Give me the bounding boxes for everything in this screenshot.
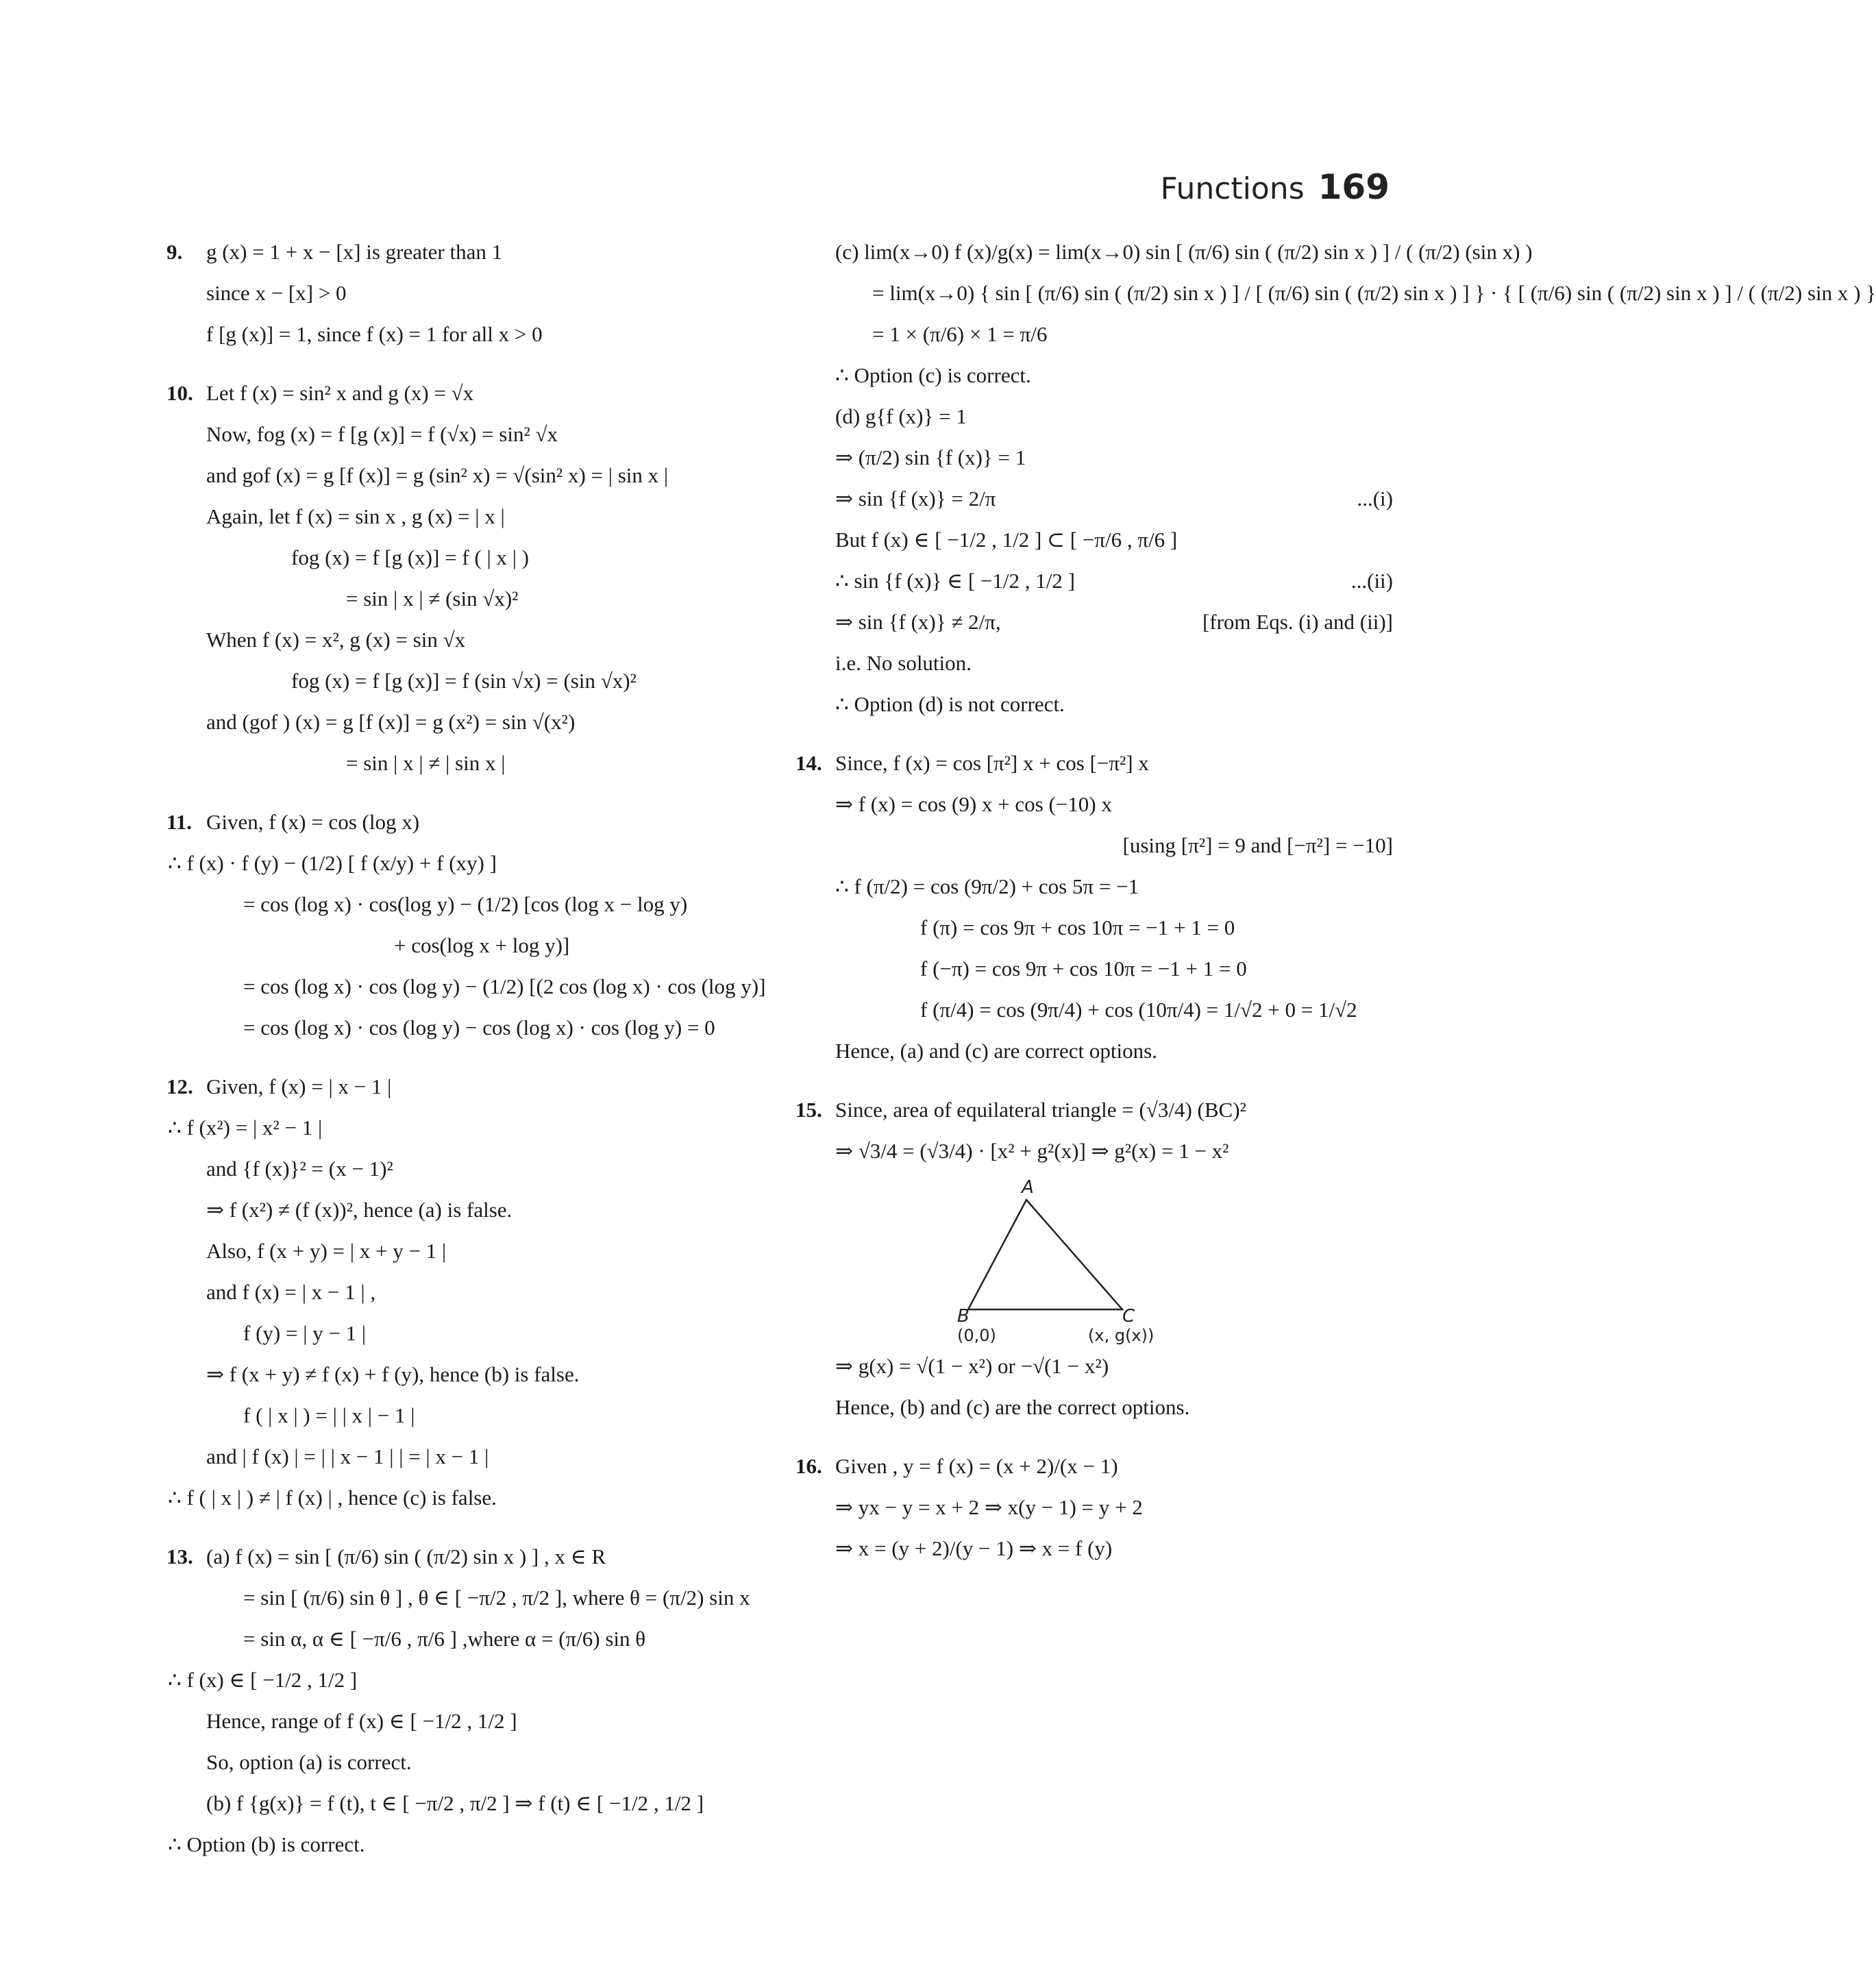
math-text: Given, f (x) = cos (log x) (206, 810, 420, 834)
spacer (168, 1226, 757, 1235)
spacer (797, 432, 1393, 442)
left-column-line (168, 1153, 757, 1185)
math-text: But f (x) ∈ [ −1/2 , 1/2 ] ⊂ [ −π/6 , π/6 ] (835, 528, 1178, 552)
right-column-line (797, 236, 1533, 268)
spacer (168, 450, 757, 460)
left-column-line (168, 1582, 757, 1614)
left-column-line (168, 1277, 757, 1308)
math-text: (c) lim(x→0) f (x)/g(x) = lim(x→0) sin [ (π/6) sin ( (π/2) sin x ) ] / ( (π/2) (sin x) ) (835, 240, 1533, 264)
math-text: = sin | x | ≠ (sin √x)² (346, 587, 519, 611)
equation-reference: ...(i) (1357, 487, 1393, 510)
spacer (797, 1423, 1393, 1433)
left-column-line (168, 971, 766, 1002)
spacer (168, 1523, 757, 1541)
right-column-line (797, 1533, 1393, 1564)
spacer (797, 1076, 1393, 1094)
equation-reference: ...(ii) (1350, 569, 1393, 593)
spacer (797, 473, 1393, 483)
spacer (797, 1067, 1393, 1076)
spacer (168, 961, 757, 971)
left-column-line (168, 1706, 757, 1737)
left-column-line (168, 583, 757, 615)
math-text: = cos (log x) · cos (log y) − (1/2) [(2 cos (log x) · cos (log y)] (243, 974, 766, 998)
math-text: ∴ Option (b) is correct. (168, 1832, 365, 1856)
left-column-line (168, 419, 757, 450)
math-text: and {f (x)}² = (x − 1)² (206, 1157, 393, 1181)
right-column-line (797, 1451, 1393, 1482)
spacer (168, 360, 757, 378)
spacer (797, 861, 1393, 871)
right-column-line (797, 1492, 1393, 1523)
right-column-line (797, 606, 1393, 638)
left-column-line (168, 1623, 757, 1655)
right-column-line (797, 953, 1393, 985)
left-column-line (168, 624, 757, 656)
left-column-line (168, 1788, 757, 1819)
spacer (168, 1185, 757, 1194)
left-column-line (168, 848, 757, 879)
math-text: Since, f (x) = cos [π²] x + cos [−π²] x (835, 751, 1149, 775)
right-column-line (797, 689, 1393, 720)
page-header (1161, 167, 1390, 215)
left-column-line (168, 1359, 757, 1390)
spacer (797, 1382, 1393, 1392)
math-text: (d) g{f (x)} = 1 (835, 404, 967, 428)
question-number: 14. (795, 751, 822, 775)
left-column-line (168, 460, 757, 491)
math-text: ∴ f ( | x | ) ≠ | f (x) | , hence (c) is false. (168, 1486, 497, 1510)
left-column (166, 236, 766, 1870)
page-number: 169 (1318, 167, 1390, 207)
math-text: ∴ f (x) ∈ [ −1/2 , 1/2 ] (168, 1668, 358, 1692)
spacer (797, 391, 1393, 401)
spacer (168, 779, 757, 789)
left-column-line (168, 1112, 757, 1144)
spacer (168, 268, 757, 278)
math-text: ⇒ f (x²) ≠ (f (x))², hence (a) is false. (206, 1198, 513, 1222)
left-column-line (168, 748, 757, 779)
left-column-line (168, 542, 757, 574)
left-column-line (168, 1441, 757, 1473)
left-column-line (168, 1318, 757, 1349)
spacer (168, 697, 757, 706)
question-number: 10. (166, 381, 193, 405)
equilateral-triangle-figure (948, 1179, 1194, 1351)
spacer (797, 1026, 1393, 1035)
spacer (168, 1514, 757, 1523)
right-column-line (797, 524, 1393, 556)
math-text: and f (x) = | x − 1 | , (206, 1280, 376, 1304)
chapter-title: Functions (1160, 171, 1305, 206)
math-text: ⇒ sin {f (x)} ≠ 2/π, (835, 610, 1001, 634)
right-column-line (797, 1392, 1393, 1423)
math-text: ∴ Option (c) is correct. (835, 363, 1031, 387)
spacer (168, 1737, 757, 1747)
spacer (797, 350, 1393, 360)
math-text: ⇒ f (x + y) ≠ f (x) + f (y), hence (b) is false. (206, 1362, 580, 1386)
math-text: since x − [x] > 0 (206, 281, 347, 305)
vertex-c-coord: (x, g(x)) (1088, 1326, 1155, 1345)
math-text: = sin α, α ∈ [ −π/6 , π/6 ] ,where α = (π/6) sin θ (243, 1627, 646, 1651)
math-text: [using [π²] = 9 and [−π²] = −10] (1122, 833, 1393, 857)
left-column-line (168, 1747, 757, 1778)
right-column-line (797, 748, 1393, 779)
vertex-b-label: B (957, 1306, 970, 1327)
math-text: (a) f (x) = sin [ (π/6) sin ( (π/2) sin x ) ] , x ∈ R (206, 1544, 606, 1568)
spacer (797, 268, 1393, 278)
math-text: g (x) = 1 + x − [x] is greater than 1 (206, 240, 503, 264)
spacer (168, 1778, 757, 1788)
math-text: Also, f (x + y) = | x + y − 1 | (206, 1239, 447, 1263)
spacer (168, 409, 757, 419)
math-text: and gof (x) = g [f (x)] = g (sin² x) = √(sin² x) = | sin x | (206, 463, 669, 487)
math-text: When f (x) = x², g (x) = sin √x (206, 628, 466, 652)
spacer (168, 1103, 757, 1112)
spacer (168, 1655, 757, 1664)
math-text: Given , y = f (x) = (x + 2)/(x − 1) (835, 1454, 1118, 1478)
left-column-line (168, 930, 757, 961)
math-text: f (−π) = cos 9π + cos 10π = −1 + 1 = 0 (920, 957, 1247, 981)
spacer (797, 309, 1393, 319)
spacer (797, 720, 1393, 730)
spacer (168, 350, 757, 360)
right-column-line (797, 994, 1393, 1026)
right-column-line (797, 871, 1393, 902)
spacer (168, 1308, 757, 1318)
right-column-line (797, 442, 1393, 473)
math-text: ∴ sin {f (x)} ∈ [ −1/2 , 1/2 ] (835, 569, 1075, 593)
math-text: = sin | x | ≠ | sin x | (346, 751, 506, 775)
spacer (168, 1473, 757, 1482)
right-column (795, 236, 1876, 1574)
spacer (797, 515, 1393, 524)
spacer (797, 1523, 1393, 1533)
math-text: Hence, range of f (x) ∈ [ −1/2 , 1/2 ] (206, 1709, 517, 1733)
spacer (168, 879, 757, 889)
left-column-line (168, 665, 757, 697)
spacer (797, 1564, 1393, 1574)
spacer (797, 1167, 1393, 1177)
math-text: = lim(x→0) { sin [ (π/6) sin ( (π/2) sin x ) ] / [ (π/6) sin ( (π/2) sin x ) ] } · { [ (π/6) sin ( (π/2) sin x ) ] / ( (π/2) sin x ) } (872, 281, 1876, 305)
math-text: f (y) = | y − 1 | (243, 1321, 367, 1345)
math-text: ∴ f (x²) = | x² − 1 | (168, 1116, 323, 1140)
vertex-a-label: A (1022, 1177, 1034, 1198)
spacer (168, 491, 757, 501)
left-column-line (168, 889, 757, 920)
spacer (797, 1433, 1393, 1451)
math-text: f (π/4) = cos (9π/4) + cos (10π/4) = 1/√2 + 0 = 1/√2 (920, 998, 1357, 1022)
math-text: Now, fog (x) = f [g (x)] = f (√x) = sin² √x (206, 422, 558, 446)
math-text: ⇒ sin {f (x)} = 2/π (835, 487, 996, 510)
left-column-line (168, 1829, 757, 1860)
left-column-line (168, 319, 757, 350)
spacer (797, 679, 1393, 689)
question-number: 11. (166, 810, 193, 834)
vertex-b-coord: (0,0) (957, 1326, 996, 1345)
spacer (168, 838, 757, 848)
spacer (168, 1349, 757, 1359)
spacer (797, 638, 1393, 648)
spacer (797, 902, 1393, 912)
equation-reference: [from Eqs. (i) and (ii)] (1202, 610, 1393, 634)
spacer (168, 1431, 757, 1441)
math-text: = sin [ (π/6) sin θ ] , θ ∈ [ −π/2 , π/2 ], where θ = (π/2) sin x (243, 1586, 750, 1610)
right-column-line (797, 319, 1393, 350)
spacer (168, 789, 757, 807)
math-text: f [g (x)] = 1, since f (x) = 1 for all x > 0 (206, 322, 543, 346)
question-number: 16. (795, 1454, 822, 1478)
left-column-line (168, 1194, 757, 1226)
spacer (168, 1819, 757, 1829)
right-column-line (797, 401, 1393, 432)
math-text: ∴ Option (d) is not correct. (835, 692, 1065, 716)
left-column-line (168, 378, 757, 409)
spacer (168, 1860, 757, 1870)
question-number: 9. (166, 240, 183, 264)
right-column-line (797, 1351, 1393, 1382)
math-text: ⇒ √3/4 = (√3/4) · [x² + g²(x)] ⇒ g²(x) = 1 − x² (835, 1139, 1229, 1163)
spacer (168, 1002, 757, 1012)
right-column-line (797, 278, 1876, 309)
math-text: fog (x) = f [g (x)] = f ( | x | ) (291, 545, 529, 569)
math-text: = cos (log x) · cos (log y) − cos (log x) · cos (log y) = 0 (243, 1015, 715, 1039)
left-column-line (168, 1400, 757, 1431)
spacer (797, 597, 1393, 606)
spacer (168, 574, 757, 583)
spacer (168, 1144, 757, 1153)
math-text: Since, area of equilateral triangle = (√3/4) (BC)² (835, 1098, 1246, 1122)
right-column-line (797, 1135, 1393, 1167)
left-column-line (168, 1664, 757, 1696)
math-text: and (gof ) (x) = g [f (x)] = g (x²) = sin √(x²) (206, 710, 576, 734)
vertex-c-label: C (1122, 1306, 1135, 1327)
spacer (797, 944, 1393, 953)
math-text: (b) f {g(x)} = f (t), t ∈ [ −π/2 , π/2 ] ⇒ f (t) ∈ [ −1/2 , 1/2 ] (206, 1791, 704, 1815)
right-column-line (797, 360, 1393, 391)
left-column-line (168, 706, 757, 738)
left-column-line (168, 1482, 757, 1514)
math-text: ∴ f (π/2) = cos (9π/2) + cos 5π = −1 (835, 874, 1139, 898)
spacer (797, 1126, 1393, 1135)
left-column-line (168, 501, 757, 532)
math-text: ∴ f (x) · f (y) − (1/2) [ f (x/y) + f (xy) ] (168, 851, 497, 875)
right-column-line (797, 1094, 1393, 1126)
math-text: ⇒ yx − y = x + 2 ⇒ x(y − 1) = y + 2 (835, 1495, 1143, 1519)
spacer (168, 532, 757, 542)
spacer (797, 820, 1393, 830)
math-text: f (π) = cos 9π + cos 10π = −1 + 1 = 0 (920, 915, 1235, 939)
spacer (797, 556, 1393, 565)
spacer (168, 1267, 757, 1277)
right-column-line (797, 789, 1393, 820)
right-column-line (797, 648, 1393, 679)
spacer (168, 1696, 757, 1706)
math-text: Let f (x) = sin² x and g (x) = √x (206, 381, 474, 405)
right-column-line (797, 830, 1393, 861)
math-text: ⇒ (π/2) sin {f (x)} = 1 (835, 445, 1026, 469)
spacer (168, 920, 757, 930)
spacer (797, 730, 1393, 748)
math-text: Hence, (b) and (c) are the correct options. (835, 1395, 1190, 1419)
math-text: = 1 × (π/6) × 1 = π/6 (872, 322, 1048, 346)
question-number: 13. (166, 1544, 193, 1568)
triangle-shape (968, 1200, 1122, 1309)
spacer (797, 1482, 1393, 1492)
left-column-line (168, 1541, 757, 1573)
right-column-line (797, 912, 1393, 944)
spacer (797, 985, 1393, 994)
math-text: Again, let f (x) = sin x , g (x) = | x | (206, 504, 505, 528)
left-column-line (168, 1071, 757, 1103)
spacer (168, 1614, 757, 1623)
left-column-line (168, 807, 757, 838)
math-text: ⇒ f (x) = cos (9) x + cos (−10) x (835, 792, 1112, 816)
spacer (168, 309, 757, 319)
math-text: fog (x) = f [g (x)] = f (sin √x) = (sin √x)² (291, 669, 637, 693)
math-text: Given, f (x) = | x − 1 | (206, 1074, 392, 1098)
math-text: i.e. No solution. (835, 651, 972, 675)
left-column-line (168, 1012, 757, 1044)
spacer (168, 1390, 757, 1400)
question-number: 12. (166, 1074, 193, 1098)
math-text: = cos (log x) · cos(log y) − (1/2) [cos (log x − log y) (243, 892, 688, 916)
spacer (168, 1053, 757, 1071)
right-column-line (797, 565, 1393, 597)
spacer (168, 1044, 757, 1053)
spacer (168, 738, 757, 748)
spacer (168, 1573, 757, 1582)
spacer (168, 656, 757, 665)
math-text: and | f (x) | = | | x − 1 | | = | x − 1 | (206, 1444, 489, 1468)
math-text: ⇒ x = (y + 2)/(y − 1) ⇒ x = f (y) (835, 1536, 1113, 1560)
left-column-line (168, 278, 757, 309)
right-column-line (797, 1035, 1393, 1067)
math-text: + cos(log x + log y)] (394, 933, 570, 957)
math-text: Hence, (a) and (c) are correct options. (835, 1039, 1157, 1063)
math-text: So, option (a) is correct. (206, 1750, 412, 1774)
question-number: 15. (795, 1098, 822, 1122)
math-text: f ( | x | ) = | | x | − 1 | (243, 1403, 415, 1427)
math-text: ⇒ g(x) = √(1 − x²) or −√(1 − x²) (835, 1354, 1109, 1378)
right-column-line (797, 483, 1393, 515)
spacer (168, 615, 757, 624)
spacer (797, 779, 1393, 789)
left-column-line (168, 236, 757, 268)
left-column-line (168, 1235, 757, 1267)
